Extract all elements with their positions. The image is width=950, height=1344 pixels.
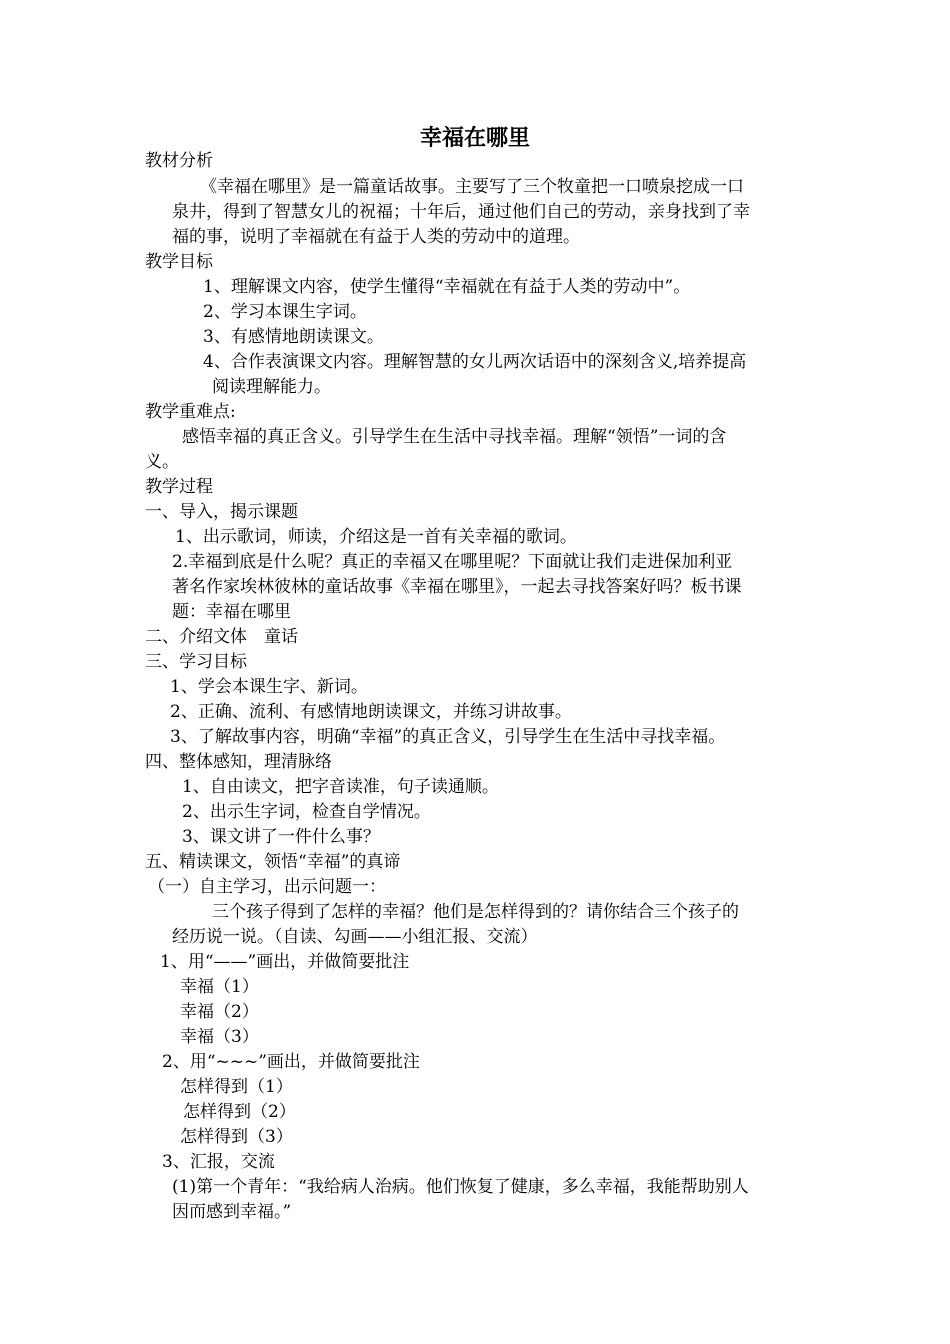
how-item: 怎样得到（1） bbox=[180, 1077, 293, 1097]
step-heading: 一、导入，揭示课题 bbox=[145, 502, 298, 522]
step-line: 3、课文讲了一件什么事？ bbox=[182, 827, 380, 847]
step-line: 著名作家埃林彼林的童话故事《幸福在哪里》，一起去寻找答案好吗？板书课 bbox=[172, 577, 742, 597]
task-line: 3、汇报，交流 bbox=[162, 1152, 275, 1172]
section-heading-key-points: 教学重难点: bbox=[145, 402, 236, 422]
key-points-line: 感悟幸福的真正含义。引导学生在生活中寻找幸福。理解“领悟”一词的含 bbox=[182, 427, 727, 447]
step-heading: 五、精读课文，领悟“幸福”的真谛 bbox=[145, 852, 401, 872]
task-line: 2、用“~~~”画出，并做简要批注 bbox=[162, 1052, 420, 1072]
goal-item: 1、理解课文内容，使学生懂得“幸福就在有益于人类的劳动中”。 bbox=[203, 277, 691, 297]
goal-item: 2、学习本课生字词。 bbox=[203, 302, 367, 322]
key-points-line: 义。 bbox=[145, 452, 179, 472]
step-heading: 四、整体感知，理清脉络 bbox=[145, 752, 332, 772]
question-line: 三个孩子得到了怎样的幸福？他们是怎样得到的？请你结合三个孩子的 bbox=[212, 902, 739, 922]
step-heading: 二、介绍文体 童话 bbox=[145, 627, 298, 647]
section-heading-analysis: 教材分析 bbox=[145, 151, 213, 171]
happiness-item: 幸福（3） bbox=[180, 1027, 259, 1047]
step-line: 2.幸福到底是什么呢？真正的幸福又在哪里呢？下面就让我们走进保加利亚 bbox=[172, 552, 733, 572]
step-line: 题：幸福在哪里 bbox=[172, 602, 291, 622]
step-line: 3、了解故事内容，明确“幸福”的真正含义，引导学生在生活中寻找幸福。 bbox=[170, 727, 726, 747]
task-line: 1、用“——”画出，并做简要批注 bbox=[160, 952, 410, 972]
step-line: 1、自由读文，把字音读准，句子读通顺。 bbox=[182, 777, 499, 797]
happiness-item: 幸福（2） bbox=[180, 1002, 259, 1022]
how-item: 怎样得到（2） bbox=[183, 1102, 296, 1122]
section-heading-process: 教学过程 bbox=[145, 477, 213, 497]
analysis-line: 泉井，得到了智慧女儿的祝福；十年后，通过他们自己的劳动，亲身找到了幸 bbox=[172, 202, 750, 222]
step-line: 2、正确、流利、有感情地朗读课文，并练习讲故事。 bbox=[170, 702, 572, 722]
sub-heading: （一）自主学习，出示问题一： bbox=[148, 877, 386, 897]
step-heading: 三、学习目标 bbox=[145, 652, 247, 672]
goal-item: 3、有感情地朗读课文。 bbox=[203, 327, 384, 347]
happiness-item: 幸福（1） bbox=[180, 977, 259, 997]
analysis-line: 《幸福在哪里》是一篇童话故事。主要写了三个牧童把一口喷泉挖成一口 bbox=[200, 177, 744, 197]
report-line: 因而感到幸福。” bbox=[172, 1202, 292, 1222]
question-line: 经历说一说。（自读、勾画——小组汇报、交流） bbox=[172, 927, 538, 947]
report-line: (1)第一个青年：“我给病人治病。他们恢复了健康，多么幸福，我能帮助别人 bbox=[172, 1177, 749, 1197]
step-line: 1、出示歌词，师读，介绍这是一首有关幸福的歌词。 bbox=[175, 527, 577, 547]
goal-item: 阅读理解能力。 bbox=[212, 377, 331, 397]
step-line: 1、学会本课生字、新词。 bbox=[170, 677, 368, 697]
analysis-line: 福的事，说明了幸福就在有益于人类的劳动中的道理。 bbox=[172, 227, 580, 247]
step-line: 2、出示生字词，检查自学情况。 bbox=[182, 802, 431, 822]
how-item: 怎样得到（3） bbox=[180, 1127, 293, 1147]
section-heading-goals: 教学目标 bbox=[145, 252, 213, 272]
goal-item: 4、合作表演课文内容。理解智慧的女儿两次话语中的深刻含义,培养提高 bbox=[203, 352, 747, 372]
document-title: 幸福在哪里 bbox=[419, 126, 530, 151]
